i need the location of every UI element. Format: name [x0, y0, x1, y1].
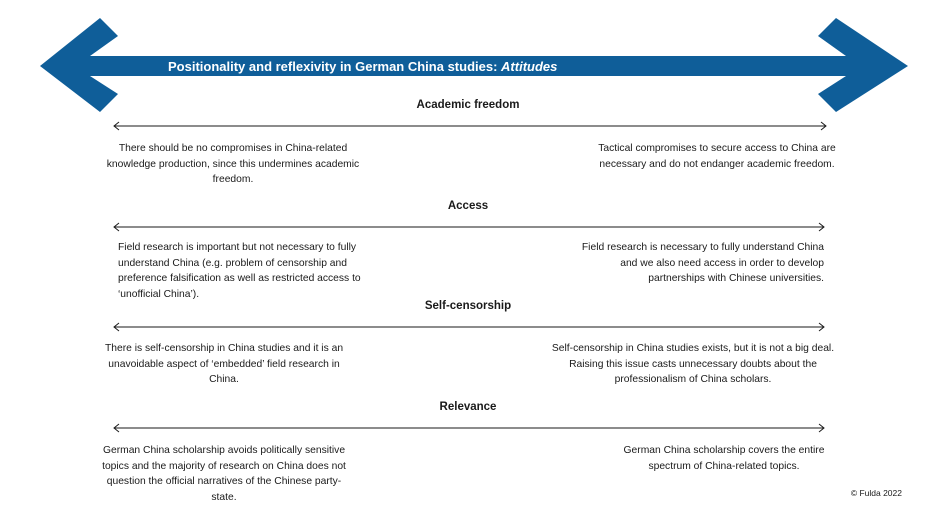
dimension-title-self-censorship: Self-censorship — [424, 300, 512, 312]
banner-title — [168, 58, 557, 76]
dimension-title-academic-freedom: Academic freedom — [416, 99, 520, 111]
academic-freedom-left-statement: There should be no compromises in China-related knowledge production, since this undermines academic freedom. — [106, 143, 360, 185]
axis-relevance — [112, 423, 828, 433]
dimension-title-access: Access — [447, 200, 489, 212]
axis-access — [112, 222, 828, 232]
axis-academic-freedom — [112, 121, 828, 131]
relevance-right-statement: German China scholarship covers the entire spectrum of China-related topics. — [623, 445, 825, 472]
copyright-notice: © Fulda 2022 — [850, 488, 902, 498]
self-censorship-left-statement: There is self-censorship in China studies and it is an unavoidable aspect of ‘embedded’ field research in China. — [104, 343, 344, 385]
relevance-left-statement: German China scholarship avoids politically sensitive topics and the majority of research on China does not question the official narratives of the Chinese party-state. — [102, 445, 346, 503]
axis-self-censorship — [112, 322, 828, 332]
access-left-statement: Field research is important but not necessary to fully understand China (e.g. problem of censorship and preference falsification as well as restricted access to ‘unofficial China’). — [118, 242, 361, 300]
self-censorship-right-statement: Self-censorship in China studies exists, but it is not a big deal. Raising this issue casts unnecessary doubts about the professionalism of China scholars. — [551, 343, 835, 385]
access-right-statement: Field research is necessary to fully understand China and we also need access in order to develop partnerships with Chinese universities. — [581, 242, 824, 284]
banner-title-main: Positionality and reflexivity in German China studies: — [168, 59, 502, 74]
banner-title-emphasis: Attitudes — [501, 59, 558, 74]
academic-freedom-right-statement: Tactical compromises to secure access to China are necessary and do not endanger academic freedom. — [598, 143, 836, 170]
dimension-title-relevance: Relevance — [439, 401, 497, 413]
